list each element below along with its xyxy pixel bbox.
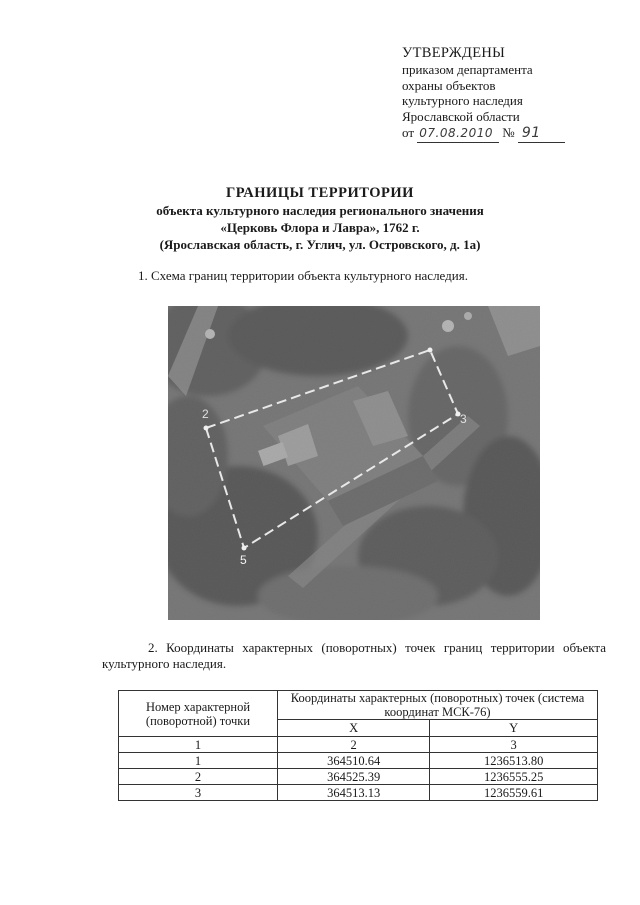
heading-address: (Ярославская область, г. Углич, ул. Островского, д. 1а) — [159, 237, 481, 252]
header-coordinates: Координаты характерных (поворотных) точек (система координат МСК-76) — [278, 691, 598, 720]
table-cell: 1 — [119, 753, 278, 769]
table-cell: 1 — [119, 737, 278, 753]
table-cell: 364513.13 — [278, 785, 430, 801]
approval-line: культурного наследия — [402, 93, 523, 108]
table-cell: 1236559.61 — [430, 785, 598, 801]
handwritten-date: 07.08.2010 — [417, 124, 499, 143]
section-1-caption: 1. Схема границ территории объекта культурного наследия. — [138, 268, 468, 283]
header-y: Y — [430, 720, 598, 737]
table-cell: 2 — [119, 769, 278, 785]
table-cell: 2 — [278, 737, 430, 753]
heading-object-name: «Церковь Флора и Лавра», 1762 г. — [220, 220, 420, 235]
approval-block — [402, 44, 602, 143]
aerial-photo — [168, 306, 540, 620]
table-row — [119, 785, 598, 801]
handwritten-number: 91 — [518, 124, 565, 143]
coordinates-table — [118, 690, 598, 801]
date-prefix: от — [402, 125, 415, 140]
map-point-label: 5 — [240, 553, 247, 567]
approval-line: охраны объектов — [402, 77, 496, 93]
map-point-label: 2 — [202, 407, 209, 421]
table-index-row — [119, 737, 598, 753]
approval-line: приказом департамента — [402, 62, 533, 77]
table-cell: 3 — [119, 785, 278, 801]
document-heading — [80, 184, 560, 253]
table-row — [119, 753, 598, 769]
table-cell: 364525.39 — [278, 769, 430, 785]
heading-object-type: объекта культурного наследия регионального значения — [156, 203, 484, 218]
table-cell: 1236555.25 — [430, 769, 598, 785]
approval-title: УТВЕРЖДЕНЫ — [402, 45, 506, 61]
section-2-caption — [102, 640, 606, 672]
number-prefix: № — [502, 125, 515, 140]
aerial-boundary-map — [168, 306, 540, 620]
section-2-text: 2. Координаты характерных (поворотных) точек границ территории объекта культурного наследия. — [102, 640, 606, 671]
heading-title: ГРАНИЦЫ ТЕРРИТОРИИ — [226, 185, 414, 201]
map-point-label: 3 — [460, 412, 467, 426]
approval-line: Ярославской области — [402, 108, 520, 124]
table-cell: 1236513.80 — [430, 753, 598, 769]
table-row — [119, 769, 598, 785]
header-point-number: Номер характерной (поворотной) точки — [119, 691, 278, 737]
table-cell: 364510.64 — [278, 753, 430, 769]
approval-date-number — [402, 124, 602, 143]
table-cell: 3 — [430, 737, 598, 753]
header-x: X — [278, 720, 430, 737]
